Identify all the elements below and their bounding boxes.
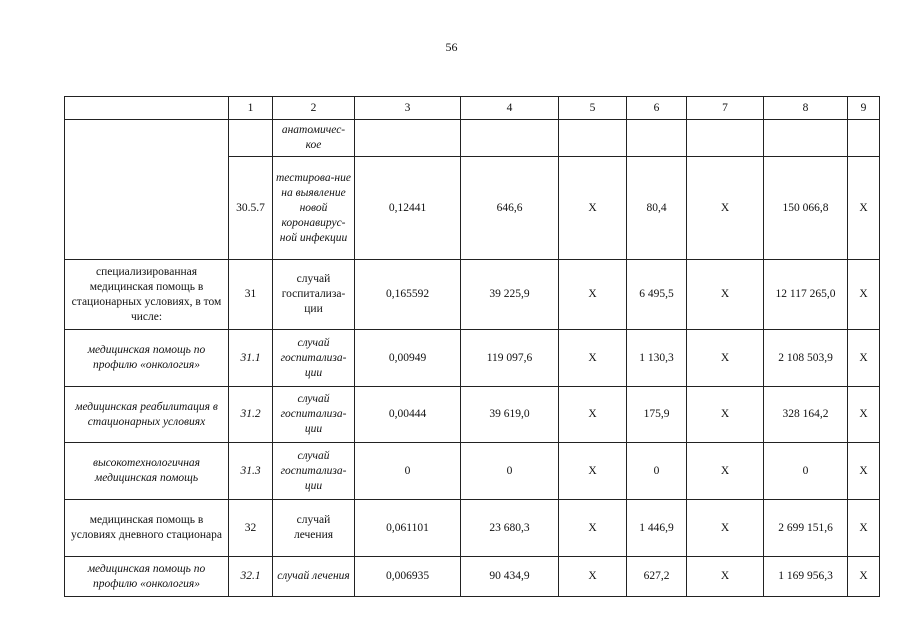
value-cell: X xyxy=(848,157,880,260)
value-cell: 627,2 xyxy=(627,557,687,597)
data-table xyxy=(64,96,880,597)
value-cell: X xyxy=(687,500,764,557)
unit-cell: случай госпитализа-ции xyxy=(273,330,355,387)
value-cell: 119 097,6 xyxy=(461,330,559,387)
code-cell: 32 xyxy=(229,500,273,557)
header-cell: 1 xyxy=(229,97,273,120)
value-cell: 90 434,9 xyxy=(461,557,559,597)
value-cell: 1 446,9 xyxy=(627,500,687,557)
value-cell: X xyxy=(559,260,627,330)
value-cell: X xyxy=(687,157,764,260)
name-cell: медицинская помощь по профилю «онкология» xyxy=(65,557,229,597)
value-cell: X xyxy=(848,557,880,597)
name-cell: медицинская помощь по профилю «онкология» xyxy=(65,330,229,387)
code-cell xyxy=(229,120,273,157)
value-cell: 2 108 503,9 xyxy=(764,330,848,387)
table-row xyxy=(65,557,880,597)
value-cell: 0 xyxy=(764,443,848,500)
value-cell: 6 495,5 xyxy=(627,260,687,330)
value-cell: 39 225,9 xyxy=(461,260,559,330)
header-cell-blank xyxy=(65,97,229,120)
value-cell xyxy=(627,120,687,157)
table-row xyxy=(65,443,880,500)
value-cell: 328 164,2 xyxy=(764,387,848,443)
code-cell: 31 xyxy=(229,260,273,330)
value-cell: X xyxy=(559,157,627,260)
header-cell: 3 xyxy=(355,97,461,120)
value-cell: 0 xyxy=(461,443,559,500)
value-cell xyxy=(355,120,461,157)
header-row xyxy=(65,97,880,120)
value-cell: X xyxy=(848,500,880,557)
value-cell xyxy=(559,120,627,157)
table-row xyxy=(65,260,880,330)
value-cell: 12 117 265,0 xyxy=(764,260,848,330)
code-cell: 30.5.7 xyxy=(229,157,273,260)
name-cell: высокотехнологичная медицинская помощь xyxy=(65,443,229,500)
value-cell: X xyxy=(848,330,880,387)
value-cell: X xyxy=(848,443,880,500)
value-cell: 0,00949 xyxy=(355,330,461,387)
header-cell: 6 xyxy=(627,97,687,120)
unit-cell: случай лечения xyxy=(273,557,355,597)
header-cell: 7 xyxy=(687,97,764,120)
value-cell: 80,4 xyxy=(627,157,687,260)
name-cell: медицинская реабилитация в стационарных условиях xyxy=(65,387,229,443)
value-cell: X xyxy=(687,443,764,500)
code-cell: 31.3 xyxy=(229,443,273,500)
value-cell: 39 619,0 xyxy=(461,387,559,443)
value-cell: 0,061101 xyxy=(355,500,461,557)
code-cell: 31.2 xyxy=(229,387,273,443)
name-cell: специализированная медицинская помощь в стационарных условиях, в том числе: xyxy=(65,260,229,330)
table-row xyxy=(65,500,880,557)
value-cell: 150 066,8 xyxy=(764,157,848,260)
unit-cell: случай госпитализа-ции xyxy=(273,387,355,443)
value-cell: X xyxy=(687,260,764,330)
header-cell: 9 xyxy=(848,97,880,120)
value-cell: 2 699 151,6 xyxy=(764,500,848,557)
unit-cell: случай госпитализа-ции xyxy=(273,260,355,330)
unit-cell: случай лечения xyxy=(273,500,355,557)
value-cell: X xyxy=(687,557,764,597)
unit-cell: анатомичес-кое xyxy=(273,120,355,157)
value-cell xyxy=(687,120,764,157)
value-cell xyxy=(764,120,848,157)
name-cell xyxy=(65,120,229,260)
value-cell: 0,165592 xyxy=(355,260,461,330)
value-cell xyxy=(461,120,559,157)
table-row xyxy=(65,120,880,157)
value-cell: 0,00444 xyxy=(355,387,461,443)
code-cell: 32.1 xyxy=(229,557,273,597)
code-cell: 31.1 xyxy=(229,330,273,387)
value-cell: X xyxy=(559,387,627,443)
value-cell xyxy=(848,120,880,157)
value-cell: X xyxy=(559,443,627,500)
value-cell: X xyxy=(559,557,627,597)
value-cell: 0 xyxy=(355,443,461,500)
value-cell: 0,12441 xyxy=(355,157,461,260)
header-cell: 2 xyxy=(273,97,355,120)
table-row xyxy=(65,330,880,387)
header-cell: 5 xyxy=(559,97,627,120)
page-number: 56 xyxy=(445,40,458,54)
value-cell: X xyxy=(848,260,880,330)
value-cell: 0 xyxy=(627,443,687,500)
header-cell: 4 xyxy=(461,97,559,120)
value-cell: 175,9 xyxy=(627,387,687,443)
value-cell: X xyxy=(687,387,764,443)
value-cell: X xyxy=(559,500,627,557)
value-cell: X xyxy=(687,330,764,387)
value-cell: 1 130,3 xyxy=(627,330,687,387)
value-cell: X xyxy=(559,330,627,387)
value-cell: 0,006935 xyxy=(355,557,461,597)
table-row xyxy=(65,387,880,443)
value-cell: 23 680,3 xyxy=(461,500,559,557)
value-cell: 1 169 956,3 xyxy=(764,557,848,597)
name-cell: медицинская помощь в условиях дневного стационара xyxy=(65,500,229,557)
unit-cell: случай госпитализа-ции xyxy=(273,443,355,500)
value-cell: X xyxy=(848,387,880,443)
unit-cell: тестирова-ние на выявление новой коронавирус-ной инфекции xyxy=(273,157,355,260)
header-cell: 8 xyxy=(764,97,848,120)
value-cell: 646,6 xyxy=(461,157,559,260)
